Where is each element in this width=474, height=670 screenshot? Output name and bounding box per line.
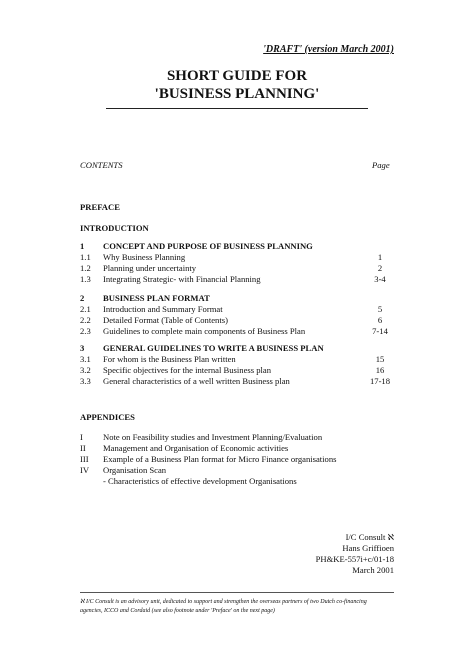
draft-version-note: 'DRAFT' (version March 2001) [263,44,394,55]
appendix-text: Organisation Scan [103,465,167,475]
toc-entry [0,376,474,387]
footnote-line-1: ℵ I/C Consult is an advisory unit, dedicated to support and strengthen the overseas partners of two Dutch co-financing [80,599,367,605]
toc-entry [0,304,474,315]
toc-entry [0,315,474,326]
toc-entry-page: 6 [377,315,383,325]
toc-section-title: GENERAL GUIDELINES TO WRITE A BUSINESS PLAN [103,343,324,353]
toc-section-number: 1 [80,241,85,251]
toc-entry-text: Planning under uncertainty [103,263,197,273]
signature-org: I/C Consult ℵ [345,532,394,542]
signature-date: March 2001 [352,565,394,575]
toc-entry-number: 3.1 [80,354,91,364]
page-column-label: Page [372,160,390,170]
appendix-number: I [80,432,83,442]
title-line-1: SHORT GUIDE FOR [166,68,308,84]
toc-entry [0,326,474,337]
footnote-line-2: agencies, ICCO and Cordaid (see also footnote under 'Preface' on the next page) [80,608,275,614]
appendix-text: - Characteristics of effective development Organisations [103,476,297,486]
appendix-entry [0,454,474,465]
toc-entry [0,274,474,285]
appendices-heading: APPENDICES [80,412,135,422]
toc-entry-page: 2 [377,263,383,273]
appendix-number: II [80,443,86,453]
signature-reference: PH&KE-557i+c/01-18 [315,554,394,564]
toc-entry-number: 2.3 [80,326,91,336]
toc-entry [0,354,474,365]
appendix-number: III [80,454,89,464]
toc-entry-page: 16 [375,365,385,375]
appendix-entry [0,432,474,443]
toc-entry-text: Detailed Format (Table of Contents) [103,315,228,325]
appendix-text: Example of a Business Plan format for Micro Finance organisations [103,454,337,464]
appendix-entry [0,443,474,454]
toc-entry-text: Why Business Planning [103,252,186,262]
toc-entry-text: Guidelines to complete main components of Business Plan [103,326,306,336]
toc-entry-text: Specific objectives for the internal Business plan [103,365,272,375]
toc-entry-page: 15 [375,354,385,364]
appendix-text: Management and Organisation of Economic activities [103,443,289,453]
signature-name: Hans Griffioen [342,543,394,553]
toc-entry-number: 2.1 [80,304,91,314]
appendix-text: Note on Feasibility studies and Investment Planning/Evaluation [103,432,323,442]
toc-section-number: 3 [80,343,85,353]
toc-entry-text: Integrating Strategic- with Financial Planning [103,274,261,284]
toc-section-title: BUSINESS PLAN FORMAT [103,293,210,303]
toc-entry-page: 17-18 [369,376,391,386]
toc-section-title: CONCEPT AND PURPOSE OF BUSINESS PLANNING [103,241,313,251]
toc-entry-number: 1.3 [80,274,91,284]
toc-entry-text: For whom is the Business Plan written [103,354,236,364]
toc-entry [0,365,474,376]
toc-entry [0,263,474,274]
toc-section-heading [0,343,474,354]
toc-entry-text: General characteristics of a well written Business plan [103,376,290,386]
title-underline [106,108,368,109]
toc-section-heading [0,293,474,304]
title-line-2: 'BUSINESS PLANNING' [154,86,320,102]
contents-label: CONTENTS [80,160,123,170]
appendix-entry [0,476,474,487]
toc-entry-number: 3.3 [80,376,91,386]
toc-section-heading [0,241,474,252]
toc-entry-page: 5 [377,304,383,314]
toc-entry-number: 1.2 [80,263,91,273]
toc-entry-number: 2.2 [80,315,91,325]
appendix-number: IV [80,465,90,475]
toc-entry-text: Introduction and Summary Format [103,304,223,314]
appendix-entry [0,465,474,476]
preface-heading: PREFACE [80,202,120,212]
footnote-divider [80,592,394,593]
introduction-heading: INTRODUCTION [80,223,149,233]
toc-entry-page: 3-4 [374,274,386,284]
toc-entry-page: 7-14 [372,326,388,336]
toc-entry-number: 3.2 [80,365,91,375]
toc-entry-number: 1.1 [80,252,91,262]
toc-entry-page: 1 [377,252,383,262]
toc-entry [0,252,474,263]
toc-section-number: 2 [80,293,85,303]
